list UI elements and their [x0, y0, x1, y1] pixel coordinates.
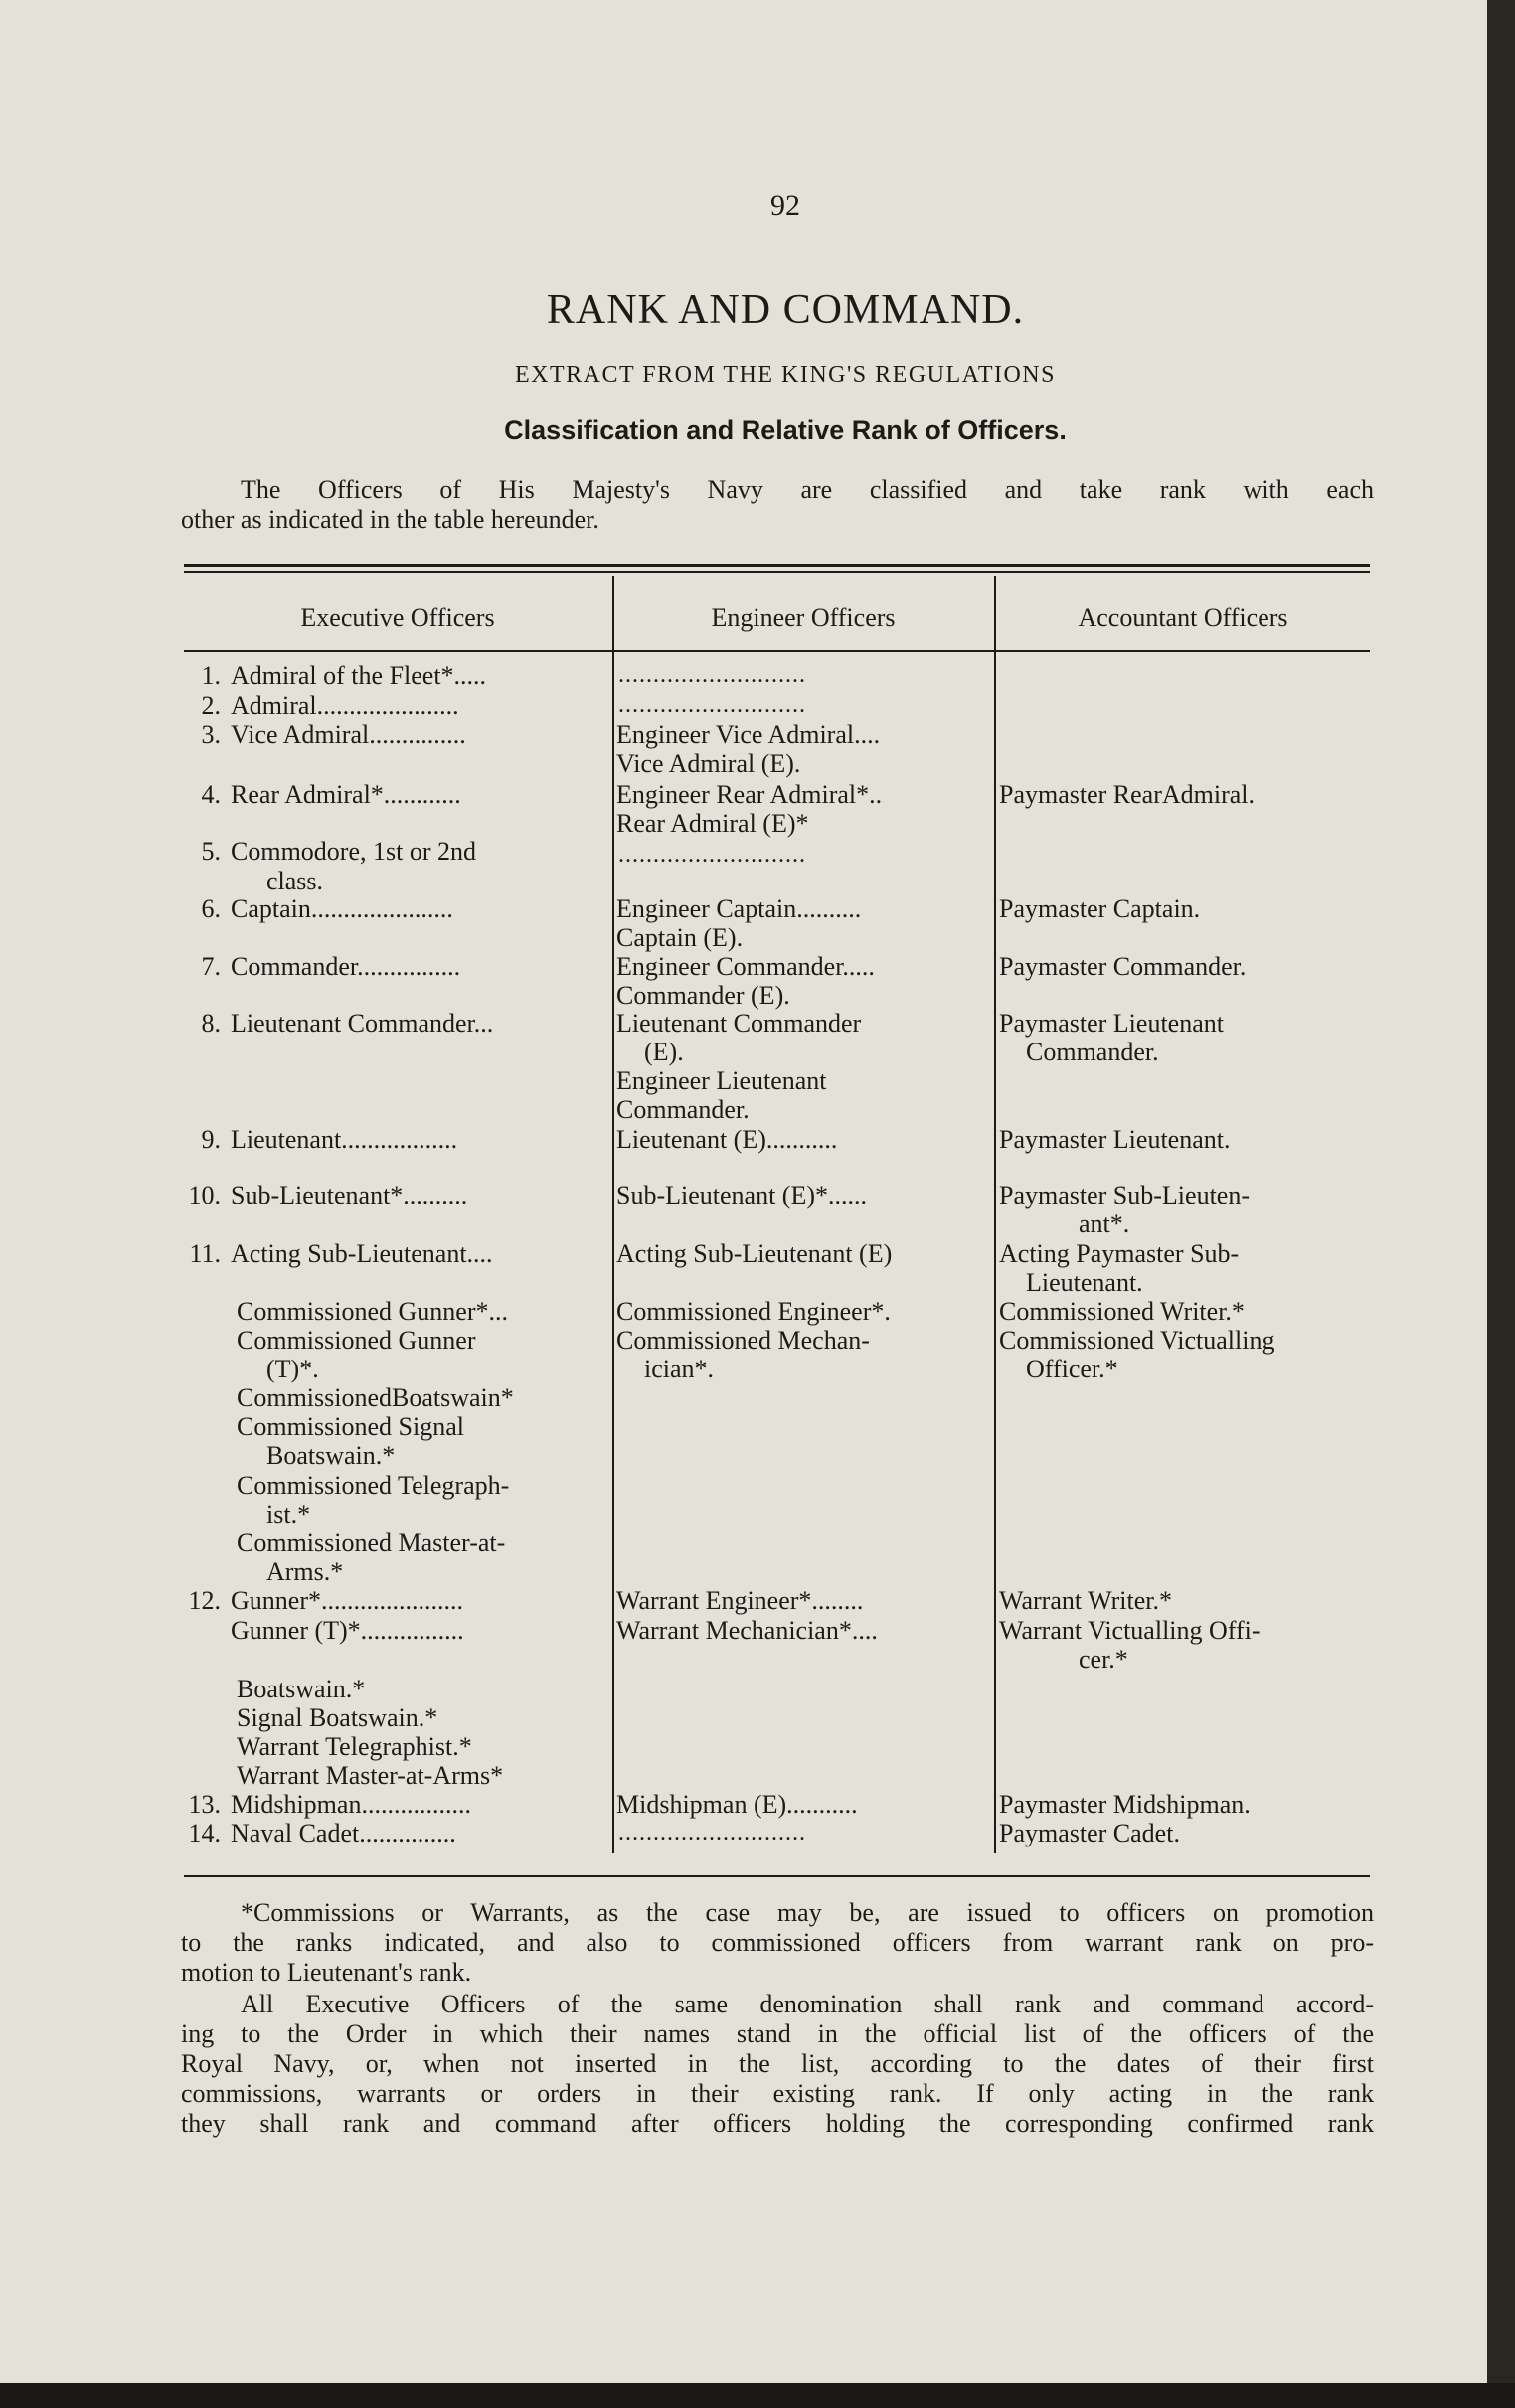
- table-row: [169, 1586, 463, 1615]
- rank-label-continued: ist.*: [266, 1500, 311, 1528]
- engineer-rank: ician*.: [644, 1355, 715, 1383]
- column-divider: [994, 576, 996, 1853]
- accountant-rank: Paymaster Commander.: [999, 952, 1247, 981]
- rank-label: Commissioned Signal: [237, 1412, 464, 1441]
- engineer-rank: Warrant Mechanician*....: [616, 1616, 878, 1645]
- rank-label: Acting Sub-Lieutenant....: [231, 1239, 493, 1268]
- accountant-rank: Paymaster Captain.: [999, 894, 1201, 923]
- rank-number: 8.: [201, 1009, 221, 1038]
- accountant-rank: ant*.: [1079, 1209, 1130, 1238]
- page-title: RANK AND COMMAND.: [546, 287, 1025, 333]
- paragraph-line: commissions, warrants or orders in their existing rank. If only acting in the rank: [181, 2079, 1374, 2108]
- accountant-rank: Warrant Victualling Offi-: [999, 1616, 1261, 1645]
- table-bottom-rule: [184, 1875, 1370, 1877]
- footnote-line: *Commissions or Warrants, as the case may be, are issued to officers on promotion: [241, 1898, 1374, 1927]
- footnote-line: motion to Lieutenant's rank.: [181, 1958, 472, 1987]
- paragraph-line: they shall rank and command after officers holding the corresponding confirmed rank: [181, 2109, 1374, 2138]
- intro-line: other as indicated in the table hereunder.: [181, 505, 599, 534]
- column-divider: [612, 576, 614, 1853]
- engineer-rank: Lieutenant Commander: [616, 1009, 862, 1038]
- accountant-rank: Commissioned Victualling: [999, 1326, 1275, 1355]
- rank-number: 9.: [201, 1125, 221, 1154]
- rank-label: Warrant Master-at-Arms*: [237, 1761, 504, 1790]
- rank-label: Sub-Lieutenant*..........: [231, 1181, 468, 1209]
- accountant-rank: Warrant Writer.*: [999, 1586, 1172, 1615]
- rank-label-continued: (T)*.: [266, 1355, 319, 1383]
- engineer-rank: Vice Admiral (E).: [616, 749, 801, 778]
- table-top-rule: [184, 571, 1370, 573]
- rank-number: 5.: [201, 837, 221, 866]
- footnote-line: to the ranks indicated, and also to commissioned officers from warrant rank on pro-: [181, 1928, 1374, 1957]
- rank-number: 4.: [201, 780, 221, 809]
- rank-label: Commander................: [231, 952, 461, 981]
- rank-number: 3.: [201, 721, 221, 749]
- accountant-rank: Acting Paymaster Sub-: [999, 1239, 1240, 1268]
- dot-leader: ...........................: [618, 692, 806, 718]
- rank-number: 13.: [188, 1790, 221, 1819]
- paragraph-line: ing to the Order in which their names stand in the official list of the officers of the: [181, 2019, 1374, 2048]
- engineer-rank: Engineer Rear Admiral*..: [616, 780, 883, 809]
- accountant-rank: Commander.: [1026, 1038, 1159, 1066]
- engineer-rank: Engineer Commander.....: [616, 952, 875, 981]
- accountant-rank: Officer.*: [1026, 1355, 1118, 1383]
- rank-label: Commissioned Gunner*...: [237, 1297, 508, 1326]
- rank-label: Gunner*......................: [231, 1586, 463, 1615]
- engineer-rank: Commander.: [616, 1095, 750, 1124]
- rank-label-continued: Boatswain.*: [266, 1441, 396, 1470]
- engineer-rank: (E).: [644, 1038, 684, 1066]
- table-row: [169, 837, 476, 866]
- rank-label: Naval Cadet...............: [231, 1819, 456, 1847]
- engineer-rank: Commander (E).: [616, 981, 790, 1010]
- body-paragraph: [181, 1990, 1374, 2139]
- rank-label: CommissionedBoatswain*: [237, 1383, 514, 1412]
- section-heading: Classification and Relative Rank of Officers.: [504, 415, 1067, 445]
- rank-label: Signal Boatswain.*: [237, 1703, 438, 1732]
- rank-label: Commodore, 1st or 2nd: [231, 837, 476, 866]
- dot-leader: ...........................: [618, 662, 806, 688]
- engineer-rank: Sub-Lieutenant (E)*......: [616, 1181, 867, 1209]
- rank-label: Commissioned Telegraph-: [237, 1471, 510, 1500]
- engineer-rank: Warrant Engineer*........: [616, 1586, 864, 1615]
- rank-number: 14.: [188, 1819, 221, 1847]
- rank-label: Boatswain.*: [237, 1675, 366, 1703]
- rank-label: Commissioned Gunner: [237, 1326, 476, 1355]
- page-number: 92: [770, 189, 800, 222]
- rank-number: 10.: [188, 1181, 221, 1209]
- engineer-rank: Lieutenant (E)...........: [616, 1125, 838, 1154]
- accountant-rank: Paymaster Lieutenant: [999, 1009, 1224, 1038]
- rank-label: Captain......................: [231, 894, 453, 923]
- rank-number: 7.: [201, 952, 221, 981]
- engineer-rank: Rear Admiral (E)*: [616, 809, 809, 838]
- dot-leader: ...........................: [618, 842, 806, 868]
- table-row: [169, 1239, 493, 1268]
- engineer-rank: Engineer Lieutenant: [616, 1066, 827, 1095]
- rank-label-continued: Arms.*: [266, 1557, 344, 1586]
- engineer-rank: Midshipman (E)...........: [616, 1790, 858, 1819]
- header-executive: Executive Officers: [300, 603, 495, 632]
- rank-number: 1.: [201, 661, 221, 690]
- accountant-rank: Paymaster Sub-Lieuten-: [999, 1181, 1250, 1209]
- table-row: [169, 1009, 493, 1038]
- rank-label: Vice Admiral...............: [231, 721, 466, 749]
- engineer-rank: Commissioned Mechan-: [616, 1326, 870, 1355]
- dot-leader: ...........................: [618, 1820, 806, 1846]
- table-row: [169, 721, 466, 749]
- intro-paragraph: [181, 475, 1374, 535]
- intro-line: The Officers of His Majesty's Navy are classified and take rank with each: [241, 475, 1374, 504]
- table-row: [169, 1790, 471, 1819]
- accountant-rank: Paymaster RearAdmiral.: [999, 780, 1256, 809]
- header-rule: [184, 650, 1370, 652]
- engineer-rank: Captain (E).: [616, 923, 744, 952]
- table-row: [169, 780, 461, 809]
- paragraph-line: Royal Navy, or, when not inserted in the list, according to the dates of their first: [181, 2049, 1374, 2078]
- accountant-rank: Paymaster Cadet.: [999, 1819, 1180, 1847]
- engineer-rank: Acting Sub-Lieutenant (E): [616, 1239, 893, 1268]
- accountant-rank: Commissioned Writer.*: [999, 1297, 1245, 1326]
- engineer-rank: Commissioned Engineer*.: [616, 1297, 891, 1326]
- rank-label: Rear Admiral*............: [231, 780, 461, 809]
- paragraph-line: All Executive Officers of the same denomination shall rank and command accord-: [241, 1990, 1374, 2018]
- rank-label: Warrant Telegraphist.*: [237, 1732, 472, 1761]
- accountant-rank: Paymaster Lieutenant.: [999, 1125, 1231, 1154]
- table-row: [169, 1819, 456, 1847]
- rank-label: Midshipman.................: [231, 1790, 471, 1819]
- footnote: [181, 1898, 1374, 1988]
- accountant-rank: Lieutenant.: [1026, 1268, 1143, 1297]
- rank-label: Commissioned Master-at-: [237, 1528, 506, 1557]
- table-row: [169, 1181, 467, 1209]
- page-edge: [1487, 0, 1515, 2408]
- header-engineer: Engineer Officers: [711, 603, 896, 632]
- engineer-rank: Engineer Captain..........: [616, 894, 862, 923]
- rank-number: 12.: [188, 1586, 221, 1615]
- rank-number: 11.: [189, 1239, 221, 1268]
- accountant-rank: Paymaster Midshipman.: [999, 1790, 1251, 1819]
- rank-label: Lieutenant Commander...: [231, 1009, 494, 1038]
- table-top-rule: [184, 564, 1370, 567]
- rank-label: Admiral of the Fleet*.....: [231, 661, 487, 690]
- rank-label: Lieutenant..................: [231, 1125, 458, 1154]
- rank-label-continued: class.: [266, 867, 324, 895]
- engineer-rank: Engineer Vice Admiral....: [616, 721, 881, 749]
- table-row: [169, 952, 460, 981]
- accountant-rank: cer.*: [1079, 1645, 1128, 1674]
- rank-number: 6.: [201, 894, 221, 923]
- rank-label: Admiral......................: [231, 691, 459, 720]
- header-accountant: Accountant Officers: [1078, 603, 1288, 632]
- table-row: [169, 661, 486, 690]
- rank-label: Gunner (T)*................: [231, 1616, 464, 1645]
- source-subtitle: EXTRACT FROM THE KING'S REGULATIONS: [515, 362, 1056, 388]
- page-edge: [0, 2383, 1515, 2408]
- table-row: [169, 691, 459, 720]
- table-row: [169, 894, 453, 923]
- table-row: [169, 1125, 457, 1154]
- rank-number: 2.: [201, 691, 221, 720]
